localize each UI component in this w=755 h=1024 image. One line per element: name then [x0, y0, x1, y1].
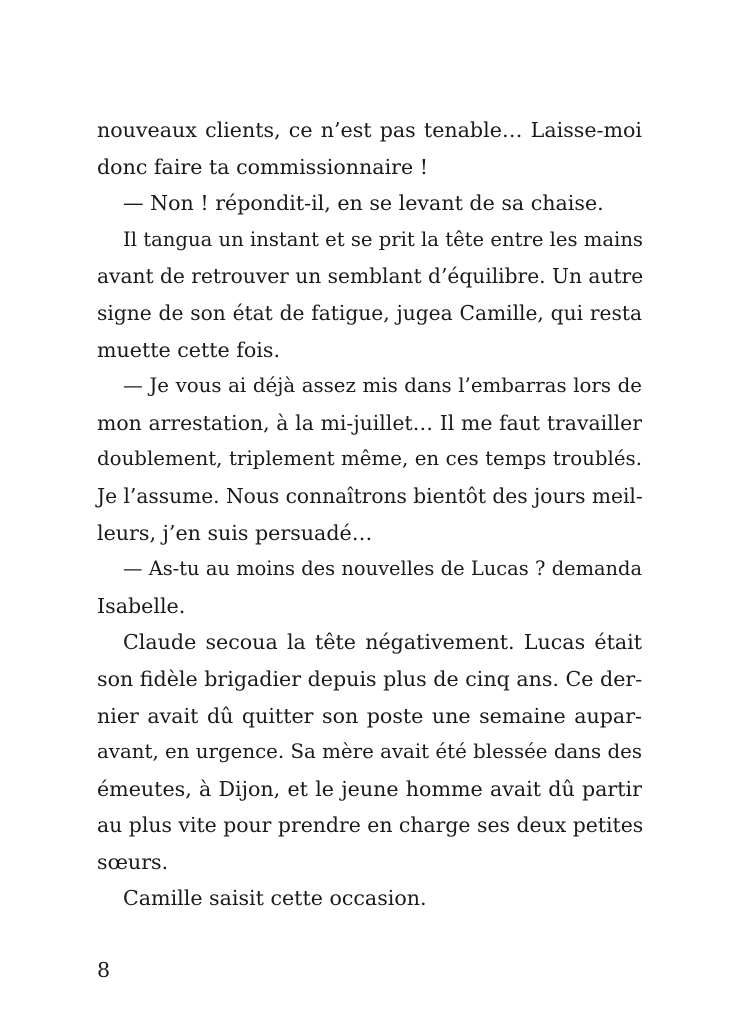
text-line: leurs, j’en suis persuadé…: [97, 520, 373, 545]
page-number: 8: [97, 958, 111, 982]
text-line: Je l’assume. Nous connaîtrons bientôt des jours meil-: [97, 483, 643, 508]
text-line: — As-tu au moins des nouvelles de Lucas ? demanda: [123, 557, 642, 581]
text-line: son fidèle brigadier depuis plus de cinq ans. Ce der-: [97, 666, 643, 691]
text-line: Camille saisit cette occasion.: [123, 886, 427, 911]
text-line: — Non ! répondit-il, en se levant de sa chaise.: [123, 191, 604, 216]
text-line: mon arrestation, à la mi-juillet… Il me faut travailler: [97, 410, 642, 435]
text-line: Isabelle.: [97, 593, 186, 618]
text-line: Claude secoua la tête négativement. Lucas était: [123, 630, 642, 655]
text-line: nier avait dû quitter son poste une semaine aupar-: [97, 703, 642, 728]
text-line: au plus vite pour prendre en charge ses deux petites: [97, 813, 644, 838]
text-line: avant, en urgence. Sa mère avait été blessée dans des: [97, 740, 642, 764]
text-line: donc faire ta commissionnaire !: [97, 154, 429, 179]
text-line: doublement, triplement même, en ces temps troublés.: [97, 447, 642, 471]
text-line: sœurs.: [97, 849, 169, 874]
text-line: avant de retrouver un semblant d’équilibre. Un autre: [97, 264, 644, 289]
text-line: signe de son état de fatigue, jugea Camille, qui resta: [97, 300, 642, 325]
text-line: — Je vous ai déjà assez mis dans l’embarras lors de: [123, 374, 642, 398]
page-body: [97, 112, 642, 917]
text-line: émeutes, à Dijon, et le jeune homme avait dû partir: [97, 776, 642, 801]
text-line: muette cette fois.: [97, 337, 280, 362]
text-line: Il tangua un instant et se prit la tête entre les mains: [123, 227, 643, 251]
text-line: nouveaux clients, ce n’est pas tenable… Laisse-moi: [97, 118, 642, 142]
